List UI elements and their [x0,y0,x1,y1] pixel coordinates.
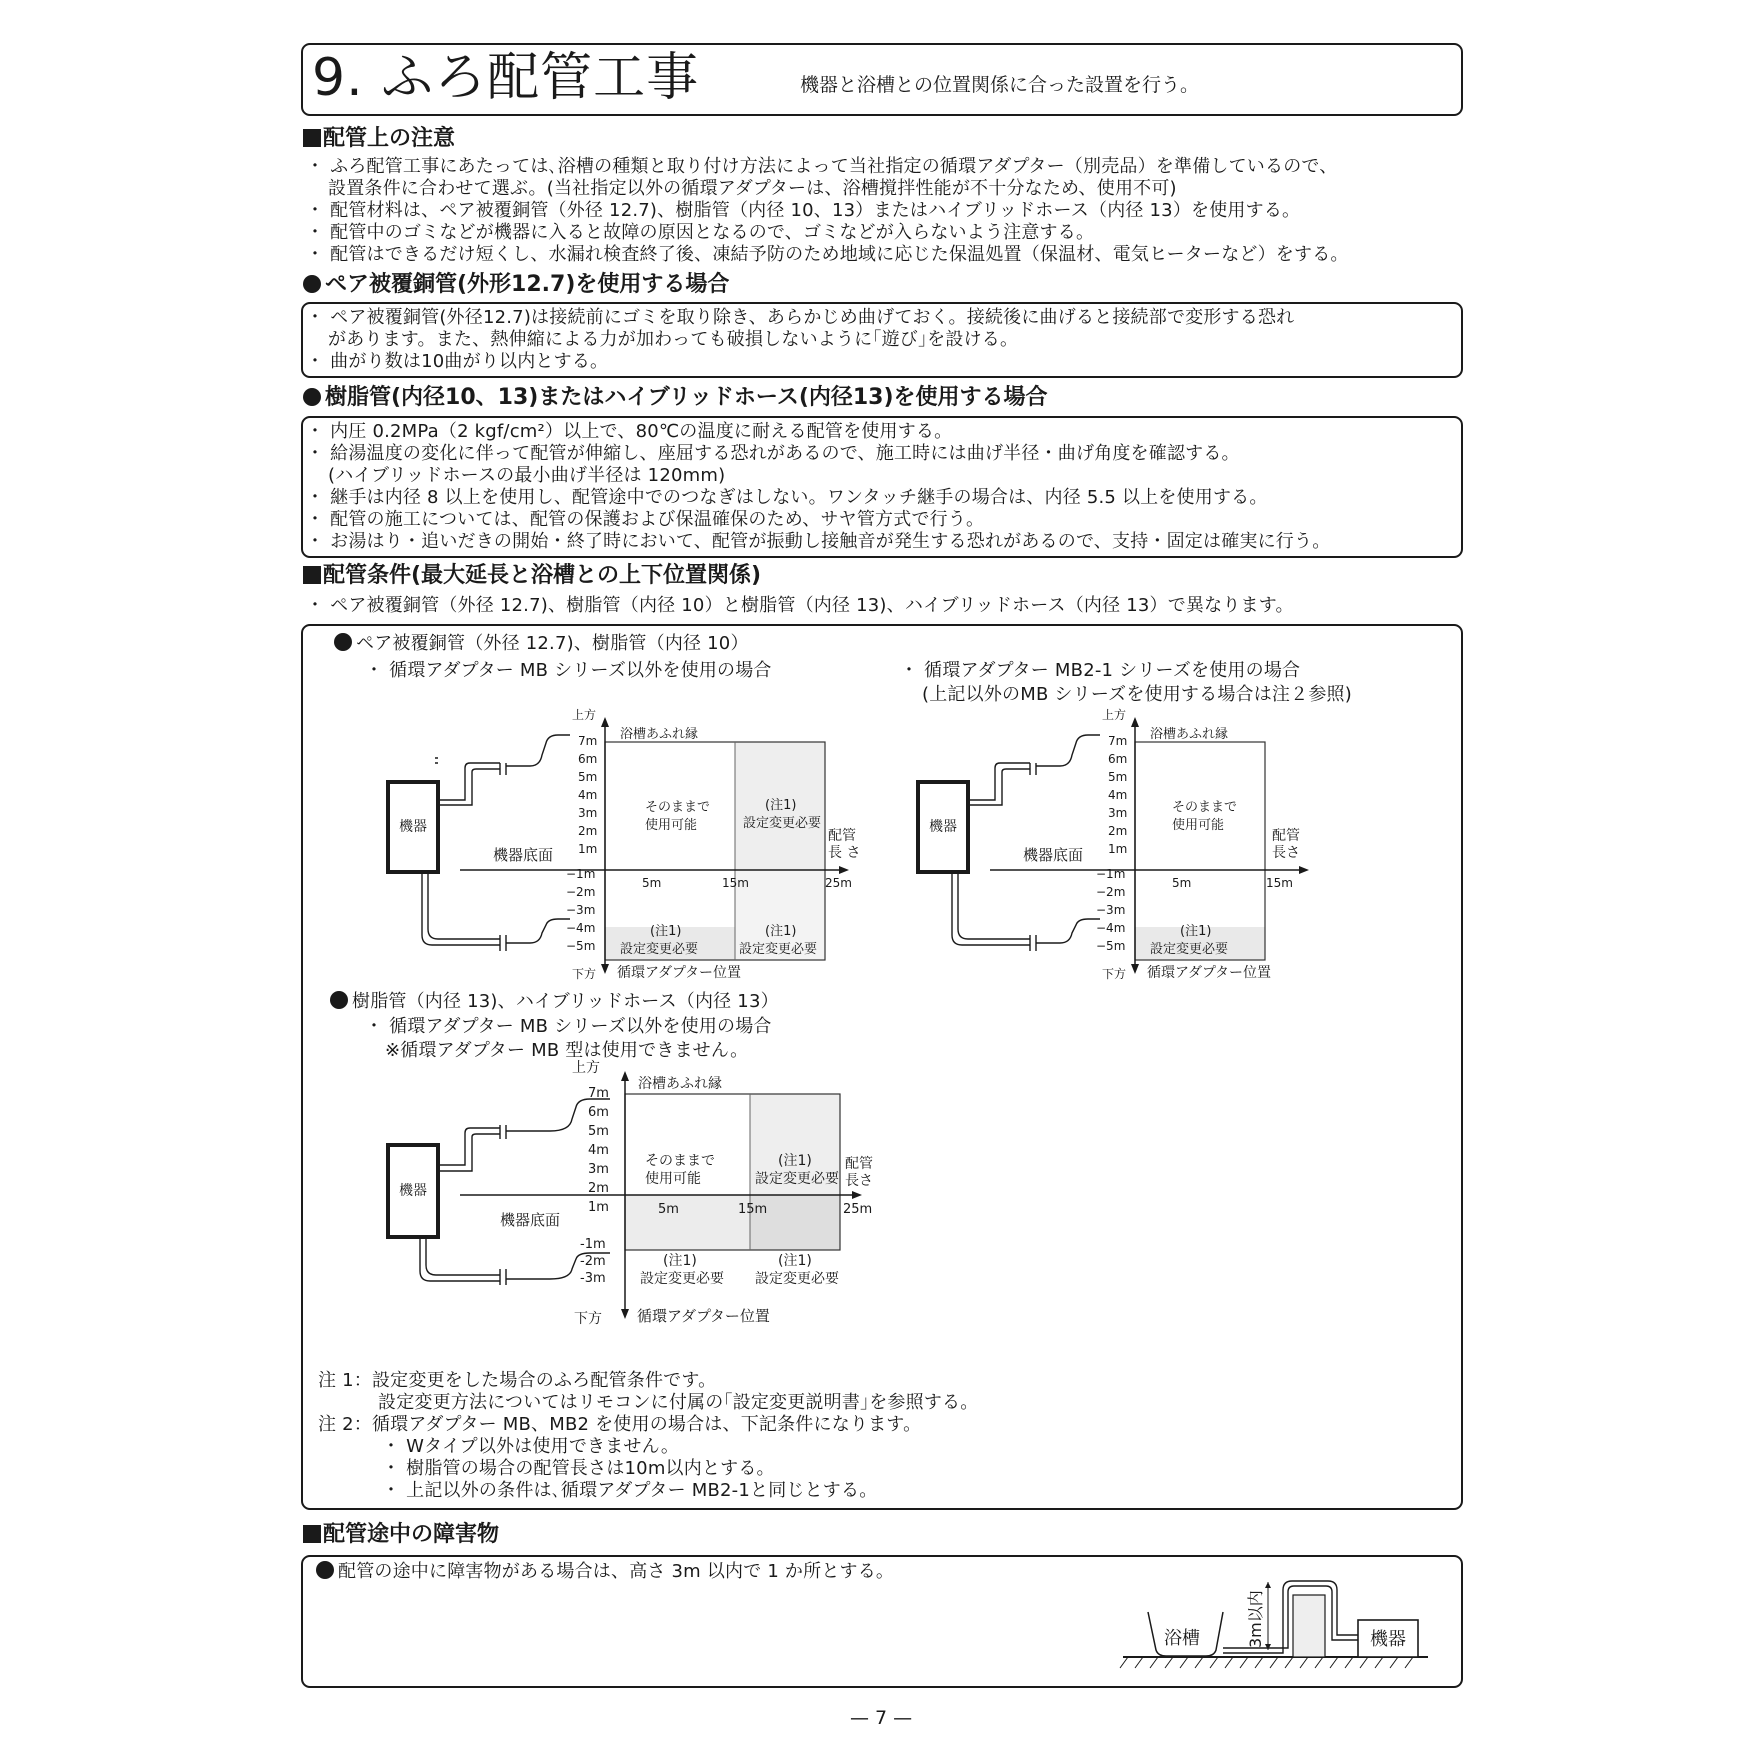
y-tick-m3: −3m [1096,903,1126,917]
y-tick-2: 2m [588,1181,609,1196]
y-tick-m2: −2m [1096,885,1126,899]
pipe-label-1: 配管 [845,1156,873,1172]
pair-heading [303,272,729,298]
x-tick-25: 25m [843,1202,873,1217]
resin-line-3: (ハイブリッドホースの最小曲げ半径は 120mm) [328,465,726,486]
x-tick-15: 15m [738,1202,768,1217]
note1-upper: (注1) [778,1153,812,1169]
page-subtitle: 機器と浴槽との位置関係に合った設置を行う。 [800,74,1200,96]
pipe-lines [422,735,570,951]
y-tick-1: 1m [588,1200,609,1215]
note-1: 注 1：設定変更をした場合のふろ配管条件です。 [318,1370,717,1391]
caution-line-4: ・ 配管中のゴミなどが機器に入ると故障の原因となるので、ゴミなどが入らないよう注意する。 [306,222,1095,243]
caution-heading-text: 配管上の注意 [323,126,456,151]
d1-subtitle: ・ 循環アダプター MB シリーズ以外を使用の場合 [365,660,772,681]
circle-bullet-icon [303,275,321,293]
x-tick-5: 5m [642,876,662,890]
up-label: 上方 [572,708,597,722]
obstacle-heading-text: 配管途中の障害物 [323,1522,500,1547]
square-bullet-icon [303,1525,321,1543]
resin-line-5: ・ 配管の施工については、配管の保護および保温確保のため、サヤ管方式で行う。 [306,509,985,530]
down-label: 下方 [1102,967,1127,981]
change-bottom-left: 設定変更必要 [640,1271,724,1287]
down-label: 下方 [574,1311,602,1327]
x-tick-5: 5m [1172,876,1192,890]
cond-intro: ・ ペア被覆銅管（外径 12.7)、樹脂管（内径 10）と樹脂管（内径 13)、ハイブリッドホース（内径 13）で異なります。 [306,595,1294,616]
y-tick-7: 7m [1108,734,1128,748]
brim-label: 浴槽あふれ縁 [1150,727,1229,742]
x-tick-15: 15m [722,876,749,890]
note1-bottom-right: (注1) [765,924,797,939]
d3-note: ※循環アダプター MB 型は使用できません。 [385,1040,749,1061]
note-1b: 設定変更方法についてはリモコンに付属の｢設定変更説明書｣を参照する。 [378,1392,979,1413]
region-change-bottom-left [625,1195,750,1250]
cond-heading [303,563,761,589]
device-bottom-label: 機器底面 [500,1211,561,1229]
y-tick-5: 5m [1108,770,1128,784]
change-bottom-right: 設定変更必要 [755,1271,839,1287]
y-tick-1: 1m [1108,842,1128,856]
y-tick-4: 4m [1108,788,1128,802]
y-tick-4: 4m [578,788,598,802]
note1-bottom: (注1) [1180,924,1212,939]
down-label: 下方 [572,967,597,981]
y-tick-1: 1m [578,842,598,856]
x-tick-5: 5m [658,1202,679,1217]
note-2b: ・ 樹脂管の場合の配管長さは10m以内とする。 [382,1458,775,1479]
change-bottom-left: 設定変更必要 [620,942,699,957]
pair-heading-text: ペア被覆銅管(外形12.7)を使用する場合 [325,272,730,297]
up-label: 上方 [1102,708,1127,722]
change-bottom: 設定変更必要 [1150,942,1229,957]
page-title: 9. ふろ配管工事 [312,48,700,108]
y-tick-6: 6m [1108,752,1128,766]
y-tick-4: 4m [588,1143,609,1158]
circle-bullet-icon [334,633,352,651]
y-tick-7: 7m [578,734,598,748]
note-2a: ・ Wタイプ以外は使用できません。 [382,1436,680,1457]
resin-line-2: ・ 給湯温度の変化に伴って配管が伸縮し、座屈する恐れがあるので、施工時には曲げ半径・曲げ角度を確認する。 [306,443,1240,464]
caution-line-2: 設置条件に合わせて選ぶ。(当社指定以外の循環アダプターは、浴槽撹拌性能が不十分なため、使用不可) [328,178,1177,199]
y-tick-6: 6m [578,752,598,766]
device-bottom-label: 機器底面 [1023,846,1084,864]
obstacle-block [1293,1595,1325,1657]
obstacle-heading [303,1522,499,1548]
device-label: 機器 [399,1183,427,1199]
y-tick-m2: -2m [580,1254,606,1269]
ok-line1: そのままで [1172,800,1238,815]
pair-line-1: ・ ペア被覆銅管(外径12.7)は接続前にゴミを取り除き、あらかじめ曲げておく。接続後に曲げると接続部で変形する恐れ [306,307,1295,328]
ok-line1: そのままで [645,1153,715,1169]
resin-line-4: ・ 継手は内径 8 以上を使用し、配管途中でのつなぎはしない。ワンタッチ継手の場合は、内径 5.5 以上を使用する。 [306,487,1268,508]
pair-line-2: があります。また、熱伸縮による力が加わっても破損しないように｢遊び｣を設ける。 [328,329,1019,350]
d3-title-text: 樹脂管（内径 13)、ハイブリッドホース（内径 13） [352,991,779,1012]
cond-heading-text: 配管条件(最大延長と浴槽との上下位置関係) [323,563,762,588]
y-tick-6: 6m [588,1105,609,1120]
brim-label: 浴槽あふれ縁 [620,727,699,742]
y-tick-m2: −2m [566,885,596,899]
obstacle-line-text: 配管の途中に障害物がある場合は、高さ 3m 以内で 1 か所とする。 [338,1561,895,1582]
d1-title [334,633,749,655]
adapter-pos-label: 循環アダプター位置 [637,1307,770,1325]
device-label: 機器 [399,819,427,835]
change-upper: 設定変更必要 [755,1171,839,1187]
page-number: — 7 — [850,1707,913,1729]
circle-bullet-icon [316,1561,334,1579]
y-tick-m1: -1m [580,1237,606,1252]
circle-bullet-icon [330,991,348,1009]
d2-title: ・ 循環アダプター MB2-1 シリーズを使用の場合 [900,660,1301,681]
caution-line-3: ・ 配管材料は、ペア被覆銅管（外径 12.7)、樹脂管（内径 10、13）またはハイブリッドホース（内径 13）を使用する。 [306,200,1301,221]
device-bottom-label: 機器底面 [493,846,554,864]
note1-bottom-left: (注1) [663,1253,697,1269]
y-tick-m3: -3m [580,1271,606,1286]
pipe-label-2: 長さ [1272,845,1300,861]
y-tick-5: 5m [578,770,598,784]
square-bullet-icon [303,129,321,147]
resin-line-6: ・ お湯はり・追いだきの開始・終了時において、配管が振動し接触音が発生する恐れがあるので、支持・固定は確実に行う。 [306,531,1331,552]
caution-heading [303,126,455,152]
d3-title [330,991,779,1013]
y-tick-m4: −4m [1096,921,1126,935]
note1-upper: (注1) [765,798,797,813]
note1-bottom-left: (注1) [650,924,682,939]
diagram-1 [380,705,861,981]
d1-title-text: ペア被覆銅管（外径 12.7)、樹脂管（内径 10） [356,633,749,654]
pipe-label-1: 配管 [828,828,856,844]
y-tick-7: 7m [588,1086,609,1101]
resin-heading [303,385,1048,411]
pipe-lines [952,735,1100,951]
circle-bullet-icon [303,388,321,406]
up-label: 上方 [572,1060,600,1076]
x-tick-15: 15m [1266,876,1293,890]
y-tick-m5: −5m [1096,939,1126,953]
brim-label: 浴槽あふれ縁 [638,1076,722,1092]
resin-heading-text: 樹脂管(内径10、13)またはハイブリッドホース(内径13)を使用する場合 [325,385,1048,410]
pipe-label-2: 長さ [845,1173,873,1189]
pipe-label-2: 長 さ [828,845,861,861]
y-tick-5: 5m [588,1124,609,1139]
obstacle-line [316,1561,894,1583]
change-bottom-right: 設定変更必要 [739,942,818,957]
x-tick-25: 25m [825,876,852,890]
pipe-label-1: 配管 [1272,828,1300,844]
adapter-pos-label: 循環アダプター位置 [1147,965,1272,981]
resin-line-1: ・ 内圧 0.2MPa（2 kgf/cm²）以上で、80℃の温度に耐える配管を使用する。 [306,421,953,442]
y-tick-3: 3m [578,806,598,820]
device-label: 機器 [929,819,957,835]
ok-line2: 使用可能 [645,818,698,833]
square-bullet-icon [303,566,321,584]
ok-line1: そのままで [645,800,711,815]
y-tick-m4: −4m [566,921,596,935]
y-tick-2: 2m [1108,824,1128,838]
adapter-pos-label: 循環アダプター位置 [617,965,742,981]
y-tick-m1: −1m [1096,867,1126,881]
pair-line-3: ・ 曲がり数は10曲がり以内とする。 [306,351,609,372]
caution-line-1: ・ ふろ配管工事にあたっては､浴槽の種類と取り付け方法によって当社指定の循環アダプター（別売品）を準備しているので、 [306,156,1338,177]
y-tick-3: 3m [588,1162,609,1177]
device-label: 機器 [1370,1629,1406,1650]
ok-line2: 使用可能 [1172,818,1225,833]
diagram-3 [380,1060,880,1327]
note-2c: ・ 上記以外の条件は､循環アダプター MB2-1と同じとする。 [382,1480,878,1501]
d3-subtitle: ・ 循環アダプター MB シリーズ以外を使用の場合 [365,1016,772,1037]
caution-line-5: ・ 配管はできるだけ短くし、水漏れ検査終了後、凍結予防のため地域に応じた保温処置（保温材、電気ヒーターなど）をする。 [306,244,1349,265]
note1-bottom-right: (注1) [778,1253,812,1269]
y-tick-2: 2m [578,824,598,838]
d2-subtitle: (上記以外のMB シリーズを使用する場合は注２参照) [922,684,1352,705]
diagram-2 [910,705,1310,980]
ground-hatch [1120,1657,1413,1668]
pipe-lines [1223,1581,1358,1653]
note-2: 注 2：循環アダプター MB、MB2 を使用の場合は、下記条件になります。 [318,1414,922,1435]
y-tick-3: 3m [1108,806,1128,820]
change-upper: 設定変更必要 [743,816,822,831]
ok-line2: 使用可能 [645,1171,701,1187]
y-tick-m3: −3m [566,903,596,917]
y-tick-m5: −5m [566,939,596,953]
height-label: 3m以内 [1246,1590,1265,1648]
bathtub-label: 浴槽 [1164,1628,1200,1649]
y-tick-m1: −1m [566,867,596,881]
obstacle-diagram [1118,1560,1438,1680]
